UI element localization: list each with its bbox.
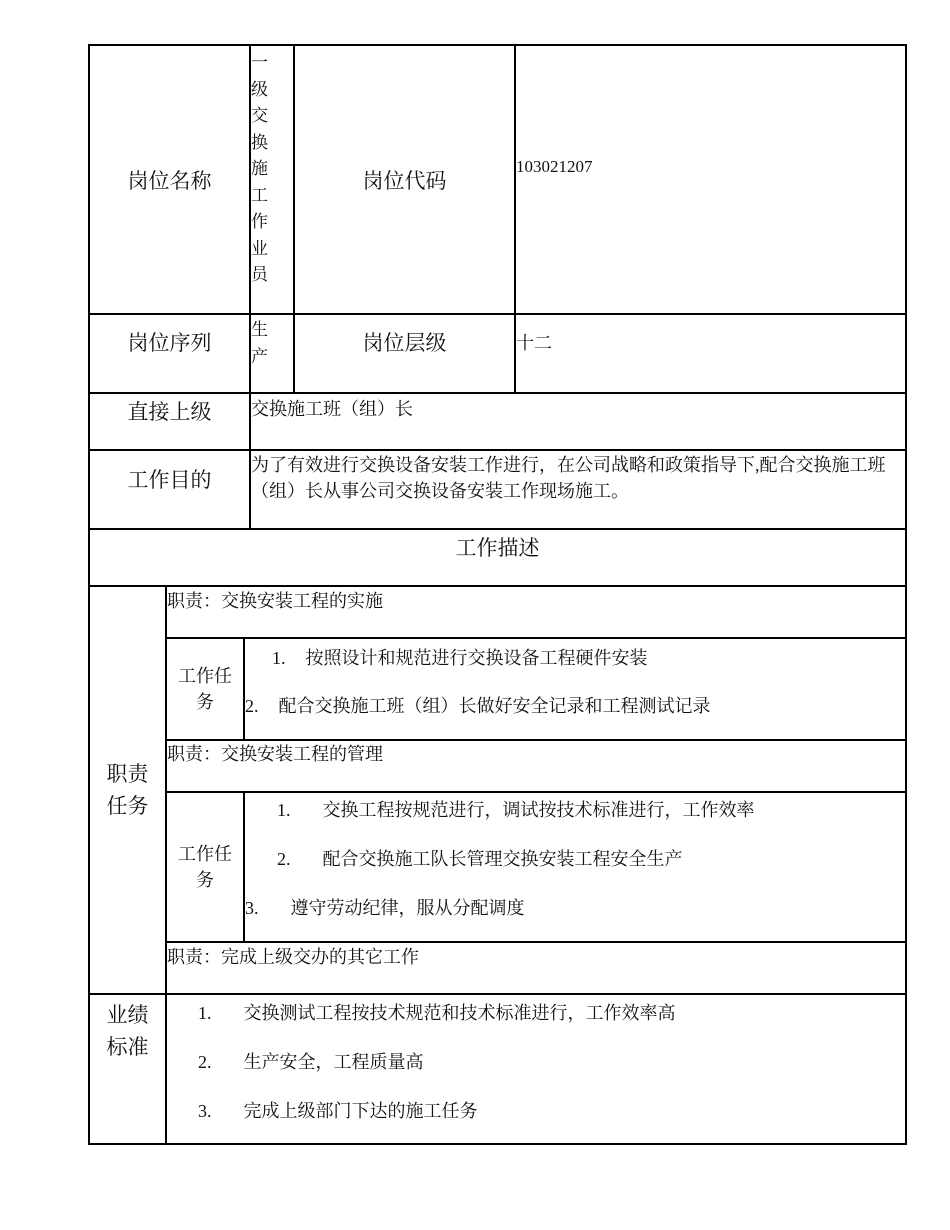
- task-label-text: 工作任务: [178, 844, 232, 890]
- performance-item: 2. 生产安全，工程质量高: [198, 1052, 424, 1072]
- task-label: [167, 639, 243, 739]
- duties-label-text: 职责任务: [106, 762, 149, 818]
- position-level-label: 岗位层级: [362, 331, 447, 355]
- duty-title: 职责：完成上级交办的其它工作: [167, 947, 419, 967]
- row-divider: [165, 941, 907, 943]
- task-item: 1. 交换工程按规范进行，调试按技术标准进行，工作效率: [277, 800, 755, 820]
- col-divider: [905, 44, 907, 1145]
- purpose-value: 为了有效进行交换设备安装工作进行，在公司战略和政策指导下,配合交换施工班（组）长从事公司交换设备安装工作现场施工。: [251, 455, 886, 501]
- task-item: 3. 遵守劳动纪律，服从分配调度: [245, 898, 525, 918]
- superior-value: 交换施工班（组）长: [251, 399, 413, 419]
- task-item: 1. 按照设计和规范进行交换设备工程硬件安装: [272, 648, 648, 668]
- performance-item: 1. 交换测试工程按技术规范和技术标准进行，工作效率高: [198, 1003, 676, 1023]
- col-divider: [243, 791, 245, 943]
- purpose-label: 工作目的: [127, 468, 212, 492]
- position-code-label: 岗位代码: [362, 168, 447, 193]
- row-divider: [88, 1143, 907, 1145]
- col-divider: [243, 637, 245, 741]
- task-item: 2. 配合交换施工班（组）长做好安全记录和工程测试记录: [245, 696, 711, 716]
- row-divider: [88, 585, 907, 587]
- row-divider: [88, 993, 907, 995]
- duty-title: 职责：交换安装工程的管理: [167, 744, 383, 764]
- duty-title: 职责：交换安装工程的实施: [167, 591, 383, 611]
- superior-label: 直接上级: [127, 400, 212, 424]
- position-code-value: 103021207: [516, 157, 593, 176]
- job-description-table: [88, 44, 907, 1145]
- row-divider: [165, 637, 907, 639]
- task-label: [167, 793, 243, 941]
- position-name-value: 一级交换施工作业员: [251, 53, 268, 284]
- work-description-title: 工作描述: [455, 536, 540, 560]
- performance-label: [90, 995, 165, 1065]
- performance-item: 3. 完成上级部门下达的施工任务: [198, 1101, 478, 1121]
- position-series-label: 岗位序列: [127, 331, 212, 355]
- position-level-value: 十二: [516, 333, 552, 353]
- position-name-label: 岗位名称: [127, 168, 212, 193]
- duties-label: [90, 587, 165, 993]
- position-series-value: 生产: [251, 320, 268, 366]
- performance-label-text: 业绩标准: [106, 1003, 149, 1059]
- task-item: 2. 配合交换施工队长管理交换安装工程安全生产: [277, 849, 683, 869]
- row-divider: [165, 791, 907, 793]
- task-label-text: 工作任务: [178, 666, 232, 712]
